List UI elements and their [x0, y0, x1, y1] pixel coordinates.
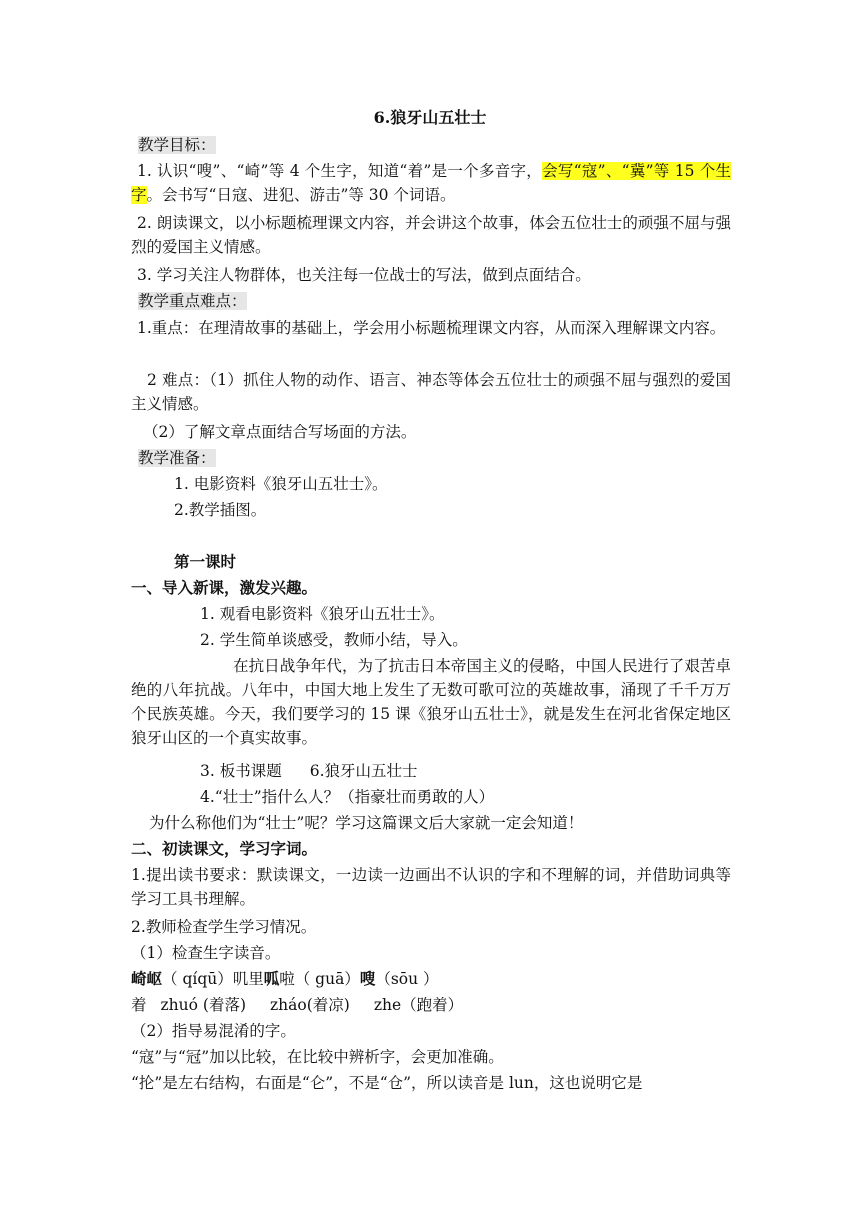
s1-item-1: 1. 观看电影资料《狼牙山五壮士》。	[200, 605, 445, 623]
s2-item-6: “抡”是左右结构，右面是“仑”，不是“仓”，所以读音是 lun，这也说明它是	[131, 1074, 643, 1092]
goals-heading-label: 教学目标：	[138, 136, 216, 154]
goal-1-text-end: 。会书写“日寇、进犯、游击”等 30 个词语。	[146, 186, 456, 204]
document-title: 6.狼牙山五壮士	[373, 108, 487, 127]
pronunciation-row-1	[131, 967, 439, 991]
section-1-heading: 一、导入新课，激发兴趣。	[131, 578, 318, 597]
s1-item-4: 4.“壮士”指什么人？（指豪壮而勇敢的人）	[200, 788, 495, 806]
goal-1-highlight-a: 会写“寇”、“冀”	[542, 162, 654, 180]
lesson-heading: 第一课时	[174, 552, 237, 571]
s1-paragraph-text: 在抗日战争年代，为了抗击日本帝国主义的侵略，中国人民进行了艰苦卓绝的八年抗战。八年中，中国大地上发生了无数可歌可泣的英雄故事，涌现了千千万万个民族英雄。今天，我们要学习的 15 课《狼牙山五壮士》，就是发生在河北省保定地区狼牙山区的一个真实故事。	[131, 657, 731, 747]
s1-item-3	[200, 759, 418, 783]
polyphone-char: 着	[131, 996, 147, 1014]
keypoint-2-text: 2 难点：（1）抓住人物的动作、语言、神态等体会五位壮士的顽强不屈与强烈的爱国主义情感。	[131, 371, 731, 413]
goal-3: 3. 学习关注人物群体，也关注每一位战士的写法，做到点面结合。	[137, 266, 591, 284]
polyphone-reading-1: zhuó (着落)	[160, 996, 247, 1014]
word-qiqu: 崎岖	[131, 969, 163, 988]
polyphone-reading-2: zháo(着凉)	[270, 996, 350, 1014]
goals-heading	[138, 133, 216, 157]
s1-item-3-title: 6.狼牙山五壮士	[309, 762, 418, 780]
s1-question: 为什么称他们为“壮士”呢？学习这篇课文后大家就一定会知道！	[149, 814, 584, 832]
keypoint-3: （2）了解文章点面结合写场面的方法。	[143, 423, 417, 441]
goal-2	[131, 211, 731, 259]
word-gua: 呱	[263, 969, 280, 988]
pronunciation-row-2	[131, 993, 463, 1017]
s2-item-5: “寇”与“冠”加以比较，在比较中辨析字，会更加准确。	[131, 1048, 504, 1066]
goal-1-highlight-b: 等 15 个生字	[131, 162, 732, 204]
keypoint-1	[131, 316, 731, 340]
prep-item-2: 2.教学插图。	[174, 501, 267, 519]
word-sou: 嗖	[359, 969, 376, 988]
word-sou-pinyin: （sōu ）	[375, 970, 439, 988]
word-qiqu-pinyin: （ qíqū）叽里	[162, 970, 264, 988]
s2-item-3: （1）检查生字读音。	[131, 944, 281, 962]
prep-heading-label: 教学准备：	[138, 449, 216, 467]
s1-item-3-label: 3. 板书课题	[200, 762, 282, 780]
s2-item-2: 2.教师检查学生学习情况。	[131, 918, 317, 936]
section-2-heading: 二、初读课文，学习字词。	[131, 839, 318, 858]
keypoint-1-text: 1.重点：在理清故事的基础上，学会用小标题梳理课文内容，从而深入理解课文内容。	[137, 319, 726, 337]
s2-item-4: （2）指导易混淆的字。	[131, 1022, 296, 1040]
prep-item-1: 1. 电影资料《狼牙山五壮士》。	[174, 475, 388, 493]
polyphone-reading-3: zhe（跑着）	[373, 996, 464, 1014]
s2-item-1: 1.提出读书要求：默读课文，一边读一边画出不认识的字和不理解的词，并借助词典等学习工具书理解。	[131, 866, 731, 908]
goal-2-text: 2. 朗读课文，以小标题梳理课文内容，并会讲这个故事，体会五位壮士的顽强不屈与强烈的爱国主义情感。	[131, 214, 731, 256]
keypoints-heading	[138, 289, 247, 313]
goal-1	[131, 159, 731, 207]
keypoint-2	[131, 368, 731, 416]
s1-item-2: 2. 学生简单谈感受，教师小结，导入。	[200, 631, 468, 649]
word-gua-pinyin: 啦（ guā）	[279, 970, 360, 988]
keypoints-heading-label: 教学重点难点：	[138, 292, 247, 310]
prep-heading	[138, 446, 216, 470]
s1-paragraph	[131, 654, 731, 750]
goal-1-text: 1. 认识“嗖”、“崎”等 4 个生字，知道“着”是一个多音字，	[137, 162, 543, 180]
